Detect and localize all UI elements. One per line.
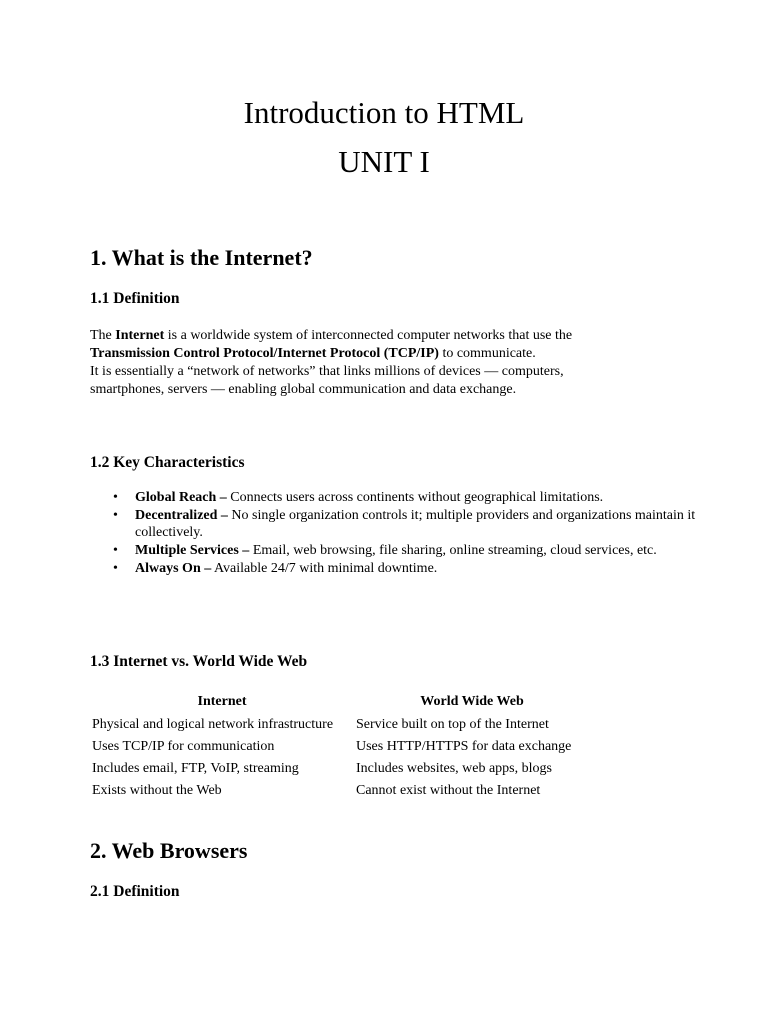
bullet-icon: •	[113, 561, 118, 576]
comparison-table	[90, 691, 590, 802]
table-cell: Includes email, FTP, VoIP, streaming	[92, 761, 299, 776]
table-cell: Includes websites, web apps, blogs	[356, 761, 552, 776]
table-cell: Uses HTTP/HTTPS for data exchange	[356, 739, 572, 754]
table-cell: Cannot exist without the Internet	[356, 783, 541, 798]
section-1-1-heading: 1.1 Definition	[90, 290, 180, 307]
table-cell: Service built on top of the Internet	[356, 717, 549, 732]
list-item: • Multiple Services – Email, web browsing, file sharing, online streaming, cloud services, etc.	[113, 543, 657, 558]
list-item: • Global Reach – Connects users across continents without geographical limitations.	[113, 490, 604, 505]
table-row	[90, 736, 590, 758]
table-row	[90, 780, 590, 802]
bullet-icon: •	[113, 490, 118, 505]
document-title: Introduction to HTML	[243, 95, 525, 130]
table-cell: Exists without the Web	[92, 783, 222, 798]
section-1-2-heading: 1.2 Key Characteristics	[90, 454, 245, 471]
column-header-www: World Wide Web	[420, 694, 524, 709]
column-header-internet: Internet	[197, 694, 247, 709]
table-row	[90, 758, 590, 780]
definition-line-1: The Internet is a worldwide system of interconnected computer networks that use the	[90, 328, 573, 343]
section-2-1-heading: 2.1 Definition	[90, 883, 180, 900]
definition-paragraph	[90, 327, 690, 399]
section-2-heading: 2. Web Browsers	[90, 838, 248, 863]
table-cell: Uses TCP/IP for communication	[92, 739, 275, 754]
definition-line-2: Transmission Control Protocol/Internet Protocol (TCP/IP) to communicate.	[90, 346, 536, 361]
characteristics-list	[90, 489, 735, 578]
list-item: • Decentralized – No single organization controls it; multiple providers and organizations maintain it collectively.	[113, 508, 696, 540]
bullet-icon: •	[113, 543, 118, 558]
bullet-icon: •	[113, 508, 118, 523]
definition-line-3: It is essentially a “network of networks” that links millions of devices — computers,	[90, 364, 564, 379]
table-cell: Physical and logical network infrastructure	[92, 717, 334, 732]
section-1-3-heading: 1.3 Internet vs. World Wide Web	[90, 653, 308, 670]
section-1-heading: 1. What is the Internet?	[90, 245, 313, 270]
table-row	[90, 714, 590, 736]
definition-line-4: smartphones, servers — enabling global communication and data exchange.	[90, 382, 517, 397]
list-item: • Always On – Available 24/7 with minimal downtime.	[113, 561, 438, 576]
unit-title: UNIT I	[338, 144, 430, 179]
table-header-row	[90, 691, 590, 714]
